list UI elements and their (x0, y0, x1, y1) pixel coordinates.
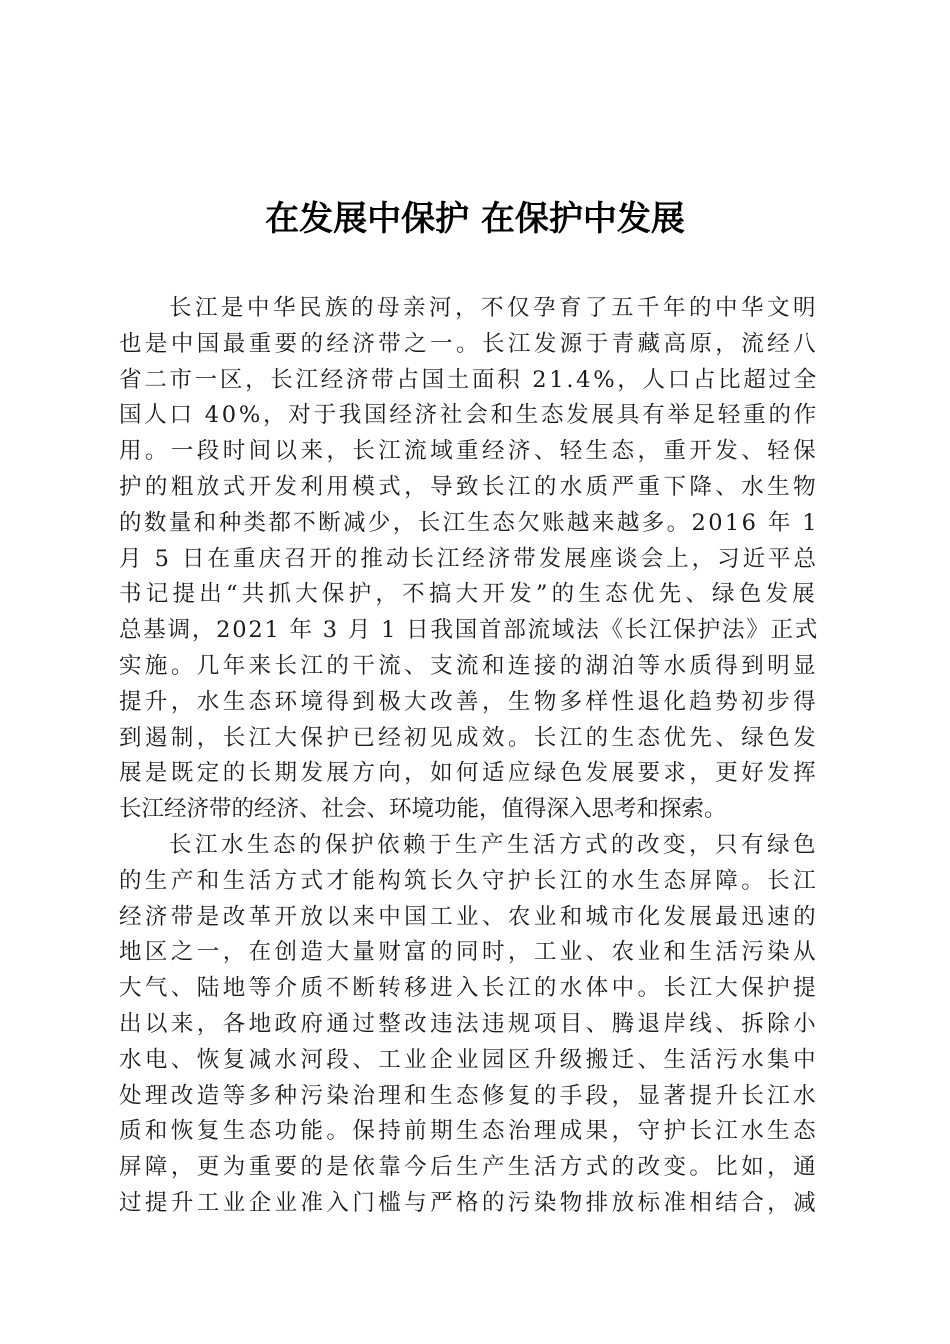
text-line: 长江水生态的保护依赖于生产生活方式的改变，只有绿色 (169, 831, 819, 858)
text-line: 大气、陆地等介质不断转移进入长江的水体中。长江大保护提 (119, 975, 819, 1002)
text-line: 质和恢复生态功能。保持前期生态治理成果，守护长江水生态 (119, 1118, 819, 1145)
text-line: 出以来，各地政府通过整改违法违规项目、腾退岸线、拆除小 (119, 1010, 819, 1037)
paragraph-2 (119, 828, 819, 1222)
text-line: 长江经济带的经济、社会、环境功能，值得深入思考和探索。 (119, 796, 727, 823)
text-line: 也是中国最重要的经济带之一。长江发源于青藏高原，流经八 (119, 330, 819, 357)
text-line: 实施。几年来长江的干流、支流和连接的湖泊等水质得到明显 (119, 652, 819, 679)
text-line: 展是既定的长期发展方向，如何适应绿色发展要求，更好发挥 (119, 760, 819, 787)
text-line: 屏障，更为重要的是依靠今后生产生活方式的改变。比如，通 (119, 1154, 819, 1181)
text-line: 总基调，2021 年 3 月 1 日我国首部流域法《长江保护法》正式 (119, 617, 820, 644)
paragraph-1 (119, 291, 819, 828)
text-line: 省二市一区，长江经济带占国土面积 21.4%，人口占比超过全 (119, 366, 819, 393)
text-line: 水电、恢复减水河段、工业企业园区升级搬迁、生活污水集中 (119, 1046, 819, 1073)
text-line: 护的粗放式开发利用模式，导致长江的水质严重下降、水生物 (119, 473, 819, 500)
text-line: 国人口 40%，对于我国经济社会和生态发展具有举足轻重的作 (119, 402, 819, 429)
text-line: 的数量和种类都不断减少，长江生态欠账越来越多。2016 年 1 (119, 509, 819, 536)
text-line: 处理改造等多种污染治理和生态修复的手段，显著提升长江水 (119, 1082, 819, 1109)
text-line: 书记提出“共抓大保护，不搞大开发”的生态优先、绿色发展 (119, 581, 819, 608)
text-line: 经济带是改革开放以来中国工业、农业和城市化发展最迅速的 (119, 903, 819, 930)
text-line: 过提升工业企业准入门槛与严格的污染物排放标准相结合，减 (119, 1189, 819, 1216)
text-line: 月 5 日在重庆召开的推动长江经济带发展座谈会上，习近平总 (119, 545, 819, 572)
text-line: 用。一段时间以来，长江流域重经济、轻生态，重开发、轻保 (119, 438, 819, 465)
text-line: 提升，水生态环境得到极大改善，生物多样性退化趋势初步得 (119, 688, 819, 715)
text-line: 到遏制，长江大保护已经初见成效。长江的生态优先、绿色发 (119, 724, 819, 751)
page-title: 在发展中保护 在保护中发展 (265, 199, 685, 239)
article-body (119, 291, 819, 1222)
text-line: 长江是中华民族的母亲河，不仅孕育了五千年的中华文明 (169, 295, 819, 321)
text-line: 地区之一，在创造大量财富的同时，工业、农业和生活污染从 (119, 939, 819, 966)
text-line: 的生产和生活方式才能构筑长久守护长江的水生态屏障。长江 (119, 867, 819, 894)
